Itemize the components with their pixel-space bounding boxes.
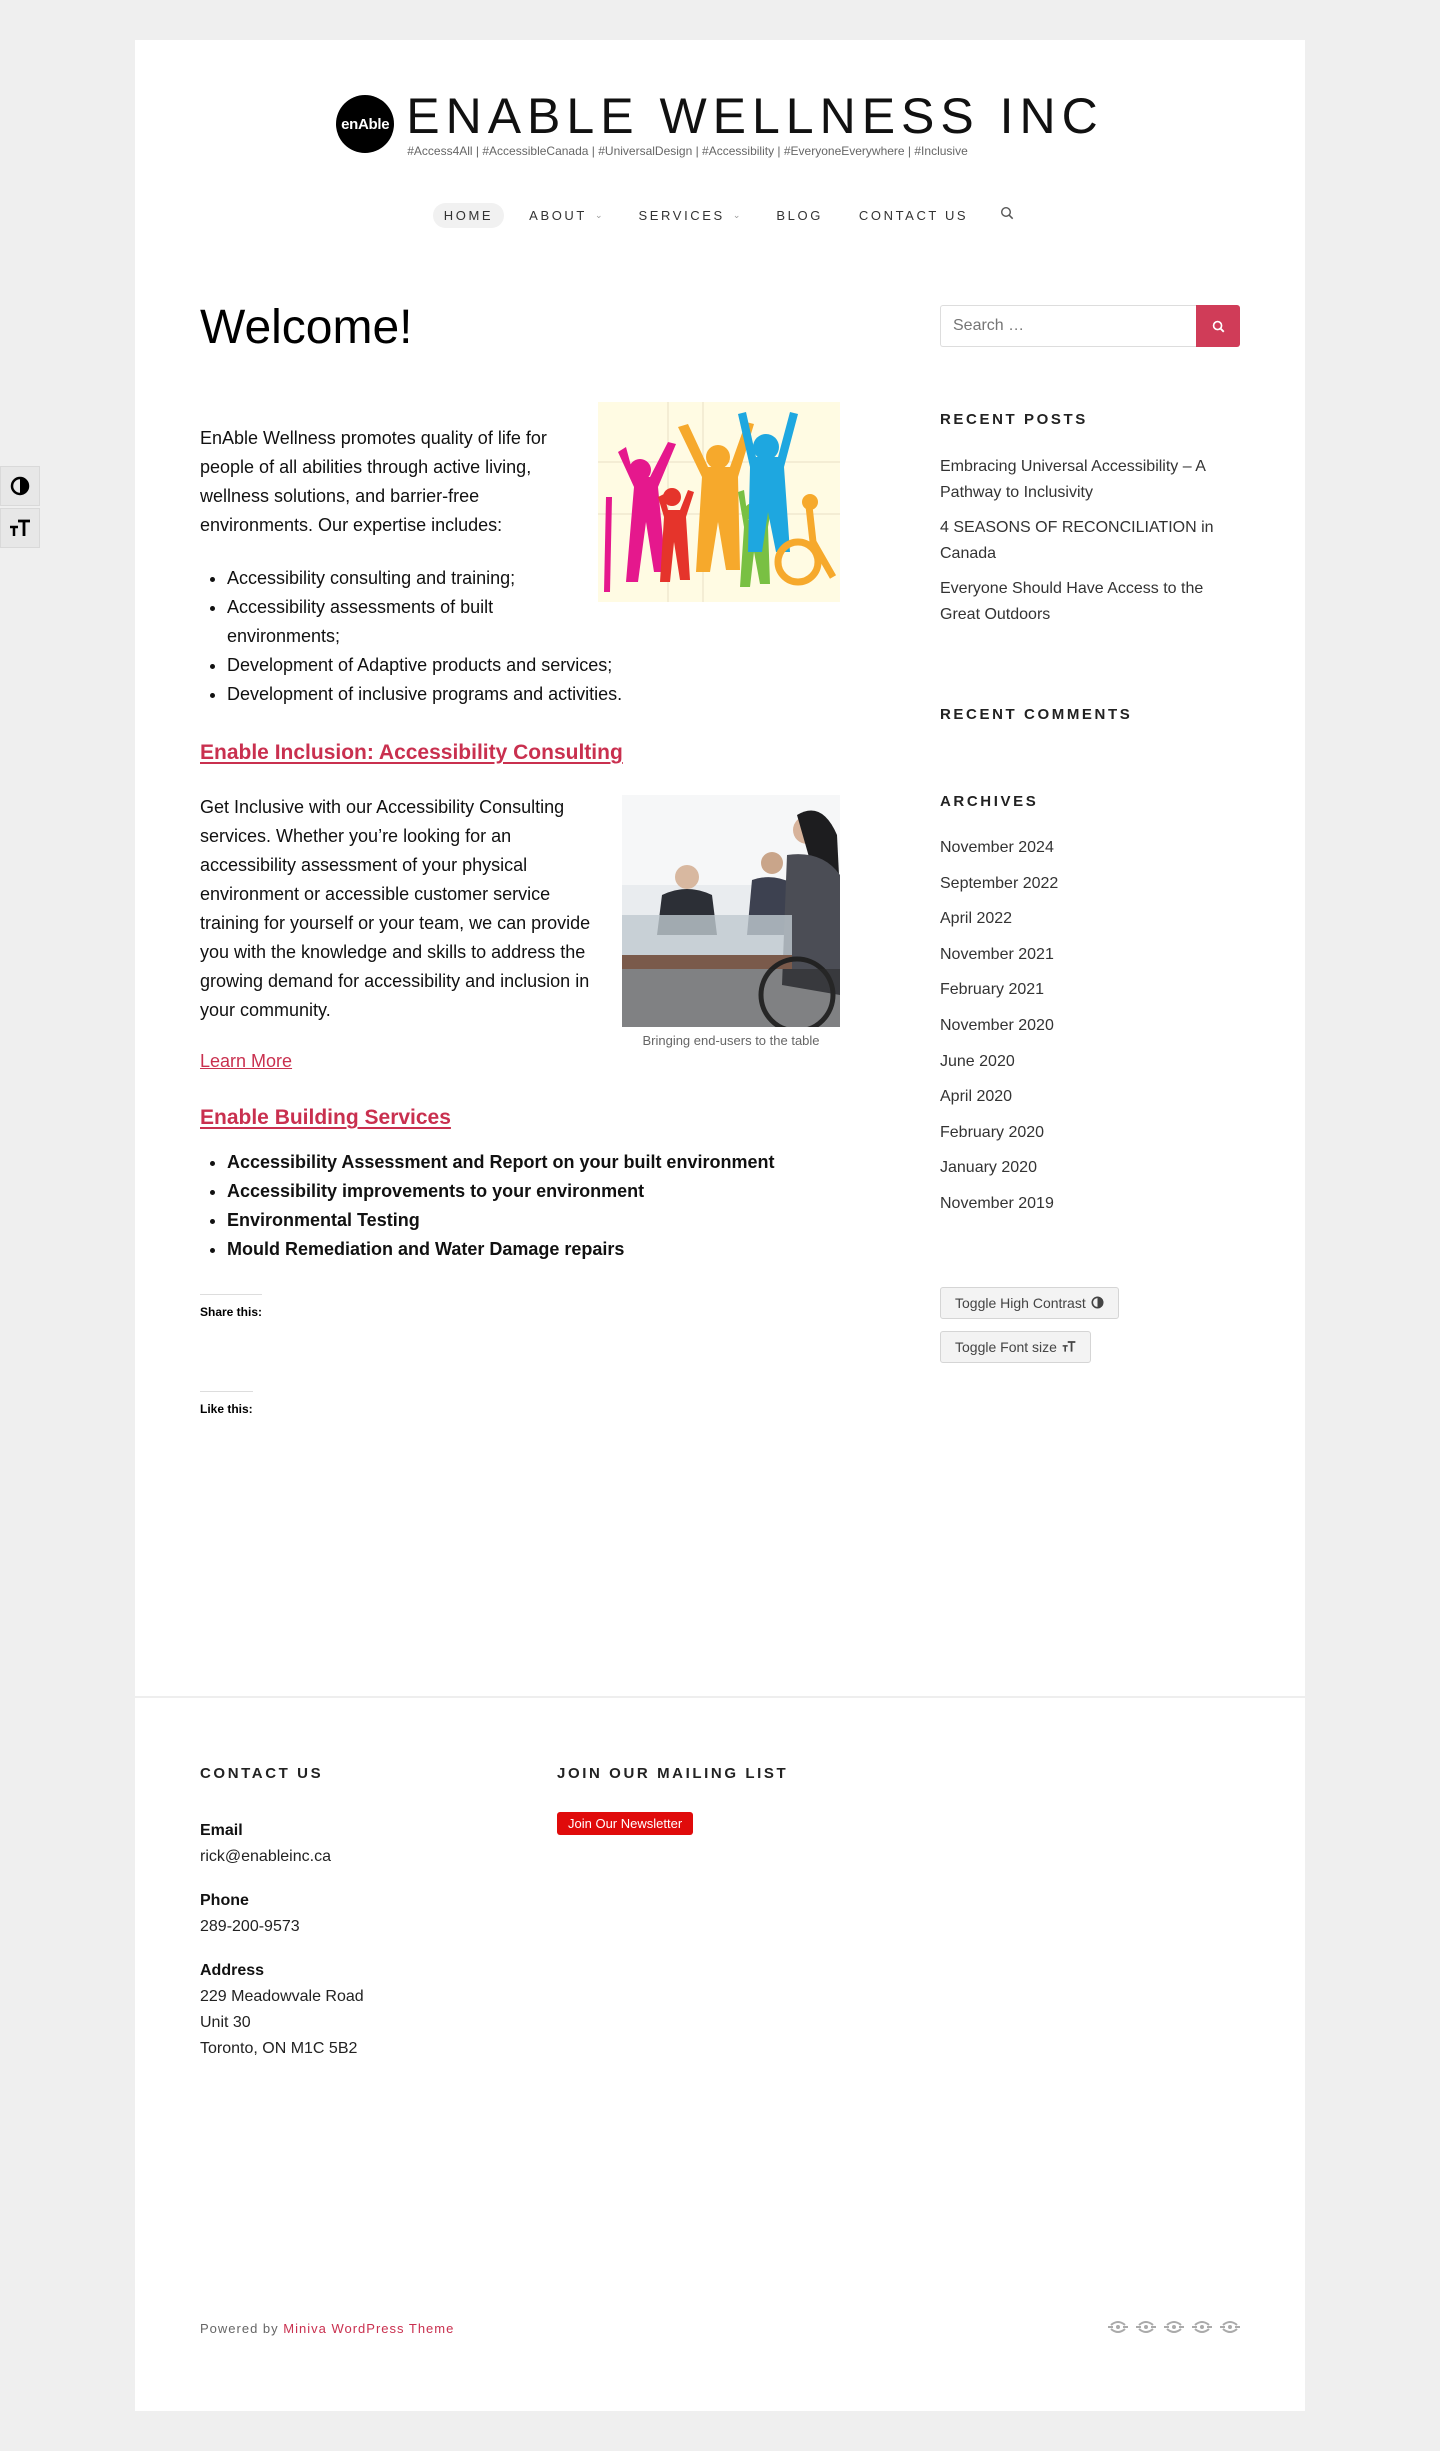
search-button[interactable]	[1196, 305, 1240, 347]
social-links	[1108, 2319, 1240, 2335]
archive-link[interactable]: February 2021	[940, 981, 1045, 999]
half-circle-contrast-icon	[10, 476, 30, 496]
page-container	[135, 40, 1305, 2411]
like-this-label: Like this:	[200, 1391, 253, 1416]
widget-title: ARCHIVES	[940, 793, 1039, 810]
nav-blog[interactable]: BLOG	[776, 208, 823, 223]
building-services-list	[227, 1148, 840, 1264]
widget-title: RECENT POSTS	[940, 411, 1088, 428]
widget-recent-posts	[940, 411, 1240, 628]
link-icon[interactable]	[1136, 2319, 1156, 2335]
search-icon[interactable]	[1000, 206, 1014, 225]
nav-home[interactable]: HOME	[433, 203, 504, 228]
learn-more-link[interactable]: Learn More	[200, 1051, 293, 1071]
site-info: Powered by Miniva WordPress Theme	[200, 2321, 455, 2336]
building-heading-link[interactable]: Enable Building Services	[200, 1106, 451, 1129]
nav-about[interactable]: ABOUT ⌄	[529, 208, 603, 223]
inclusive-people-illustration	[598, 402, 840, 602]
address-line: Toronto, ON M1C 5B2	[200, 2040, 358, 2057]
archive-link[interactable]: November 2021	[940, 945, 1054, 963]
email-value[interactable]: rick@enableinc.ca	[200, 1848, 331, 1865]
archive-link[interactable]: November 2024	[940, 839, 1054, 856]
list-item: • Development of inclusive programs and activities.	[227, 680, 840, 709]
list-item: • Accessibility assessments of built environments;	[227, 593, 840, 651]
chevron-down-icon: ⌄	[594, 210, 603, 220]
widget-title: RECENT COMMENTS	[940, 706, 1133, 723]
footer-widget-title: JOIN OUR MAILING LIST	[557, 1765, 789, 1782]
archive-link[interactable]: April 2022	[940, 910, 1013, 928]
footer-widget-title: CONTACT US	[200, 1765, 324, 1782]
page-title: Welcome!	[200, 301, 413, 354]
address-line: Unit 30	[200, 2014, 251, 2031]
entry-content	[200, 424, 840, 1418]
search-icon	[1212, 320, 1225, 333]
image-caption: Bringing end-users to the table	[642, 1033, 820, 1048]
accessibility-toggles	[940, 1287, 1240, 1363]
sidebar	[940, 305, 1240, 1363]
toggle-high-contrast-button[interactable]: Toggle High Contrast	[940, 1287, 1119, 1319]
footer-divider	[135, 1696, 1305, 1698]
widget-archives	[940, 793, 1240, 1217]
archive-link[interactable]: November 2019	[940, 1194, 1054, 1212]
list-item: • Environmental Testing	[227, 1206, 840, 1235]
archive-link[interactable]: June 2020	[940, 1052, 1015, 1070]
consulting-paragraph: Get Inclusive with our Accessibility Consulting services. Whether you’re looking for an accessibility assessment of your physical environment or accessible customer service training for yourself or your team, we can provide you with the knowledge and skills to address the growing demand for accessibility and inclusion in your community.	[200, 797, 591, 1020]
list-item: • Development of Adaptive products and services;	[227, 651, 840, 680]
address-label: Address	[200, 1962, 265, 1979]
archive-link[interactable]: February 2020	[940, 1123, 1045, 1141]
footer-contact-widget	[200, 1765, 364, 2062]
figure-inclusive-people	[598, 402, 840, 602]
list-item: • Accessibility Assessment and Report on your built environment	[227, 1148, 840, 1177]
font-size-toggle[interactable]	[0, 508, 40, 548]
recent-post-link[interactable]: Everyone Should Have Access to the Great Outdoors	[940, 580, 1204, 623]
join-newsletter-button[interactable]: Join Our Newsletter	[557, 1812, 693, 1835]
site-title[interactable]: ENABLE WELLNESS INC	[406, 88, 1104, 144]
main-navigation	[135, 203, 1305, 228]
share-this-label: Share this:	[200, 1294, 262, 1319]
phone-label: Phone	[200, 1892, 249, 1909]
intro-paragraph: EnAble Wellness promotes quality of life for people of all abilities through active living, wellness solutions, and barrier-free environments. Our expertise includes:	[200, 428, 547, 535]
list-item: • Mould Remediation and Water Damage repairs	[227, 1235, 840, 1264]
accessibility-toolbar	[0, 466, 40, 550]
phone-value: 289-200-9573	[200, 1918, 300, 1935]
link-icon[interactable]	[1164, 2319, 1184, 2335]
widget-recent-comments	[940, 706, 1240, 723]
archive-link[interactable]: September 2022	[940, 874, 1059, 892]
font-size-icon	[9, 518, 31, 538]
site-logo[interactable]: enAble	[336, 95, 394, 153]
address-line: 229 Meadowvale Road	[200, 1988, 364, 2005]
archive-link[interactable]: April 2020	[940, 1088, 1013, 1106]
list-item: • Accessibility consulting and training;	[227, 564, 840, 593]
theme-link[interactable]: Miniva WordPress Theme	[283, 2321, 455, 2336]
high-contrast-toggle[interactable]	[0, 466, 40, 506]
site-tagline: #Access4All | #AccessibleCanada | #UniversalDesign | #Accessibility | #EveryoneEverywhere | #Inclusive	[407, 144, 968, 158]
site-branding	[135, 90, 1305, 158]
figure-meeting	[622, 795, 840, 1048]
link-icon[interactable]	[1220, 2319, 1240, 2335]
archive-link[interactable]: January 2020	[940, 1159, 1037, 1177]
meeting-photo	[622, 795, 840, 1027]
link-icon[interactable]	[1192, 2319, 1212, 2335]
list-item: • Accessibility improvements to your environment	[227, 1177, 840, 1206]
font-size-icon	[1062, 1340, 1076, 1353]
half-circle-contrast-icon	[1091, 1296, 1104, 1309]
main-content	[200, 300, 840, 1418]
search-input[interactable]	[940, 305, 1196, 347]
chevron-down-icon: ⌄	[732, 210, 741, 220]
section-heading-building	[200, 1106, 840, 1130]
toggle-font-size-button[interactable]: Toggle Font size	[940, 1331, 1091, 1363]
email-label: Email	[200, 1822, 243, 1839]
footer-mailing-widget	[557, 1765, 788, 1835]
nav-services[interactable]: SERVICES ⌄	[638, 208, 741, 223]
link-icon[interactable]	[1108, 2319, 1128, 2335]
nav-contact-us[interactable]: CONTACT US	[858, 208, 969, 223]
sidebar-search-form	[940, 305, 1240, 347]
recent-post-link[interactable]: Embracing Universal Accessibility – A Pathway to Inclusivity	[940, 458, 1205, 501]
section-heading-consulting	[200, 741, 840, 765]
recent-post-link[interactable]: 4 SEASONS OF RECONCILIATION in Canada	[940, 519, 1214, 562]
archive-link[interactable]: November 2020	[940, 1016, 1054, 1034]
consulting-heading-link[interactable]: Enable Inclusion: Accessibility Consulting	[200, 741, 623, 764]
